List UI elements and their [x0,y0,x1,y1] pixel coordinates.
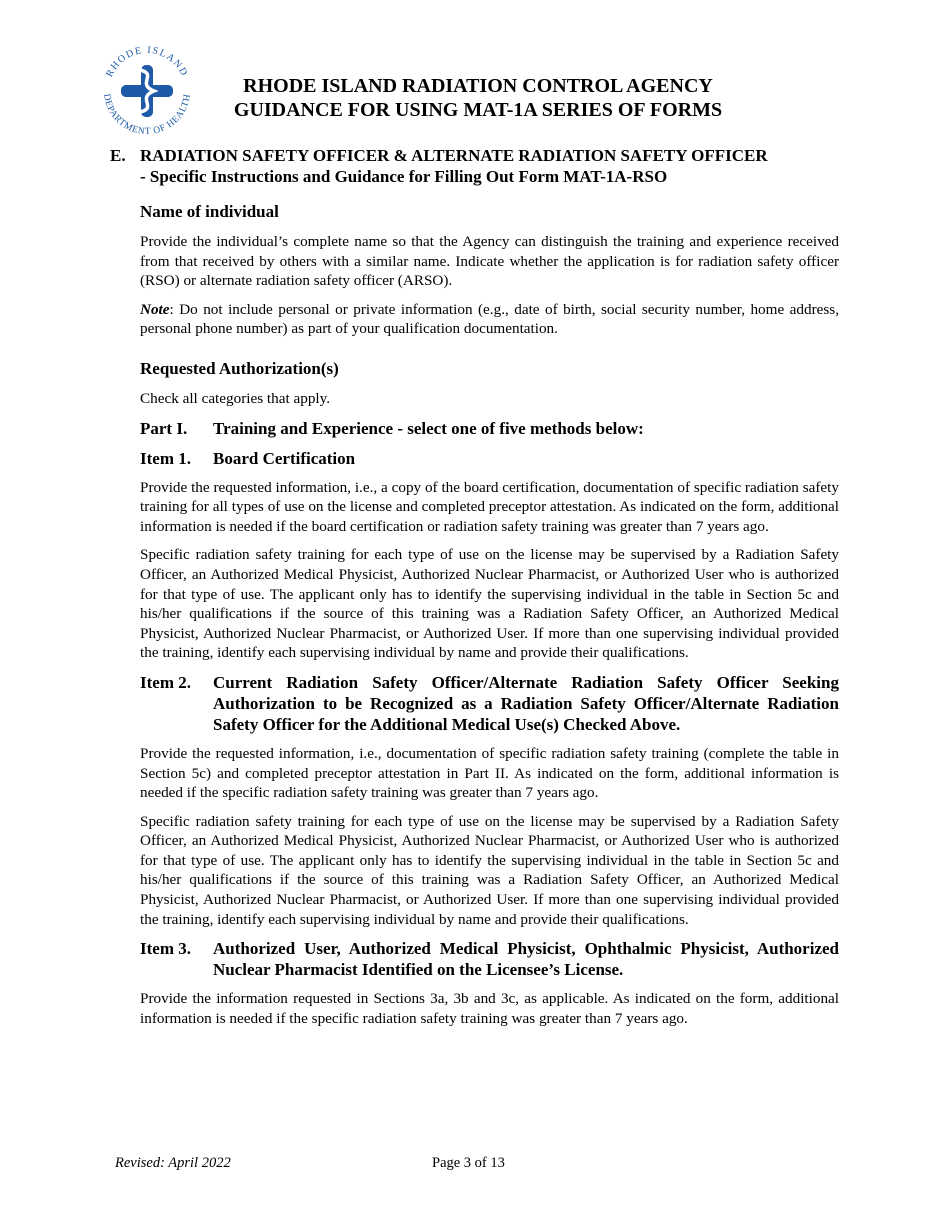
item1-title: Board Certification [213,448,356,468]
part1-title: Training and Experience - select one of five methods below: [213,418,644,438]
svg-text:RHODE ISLAND: RHODE ISLAND [104,44,190,79]
svg-text:DEPARTMENT OF HEALTH: DEPARTMENT OF HEALTH [100,93,194,138]
note-label: Note [140,300,170,318]
header-title-line2: GUIDANCE FOR USING MAT-1A SERIES OF FORMS [233,99,723,121]
item2-paragraph-2: Specific radiation safety training for each type of use on the license may be supervised by a Radiation Safety Officer, an Authorized Medical Physicist, Authorized Nuclear Pharmacist, or Authorized User who is authorized for that type of use. The applicant only has to identify the supervising individual in the table in Section 5c and his/her qualifications if the source of this training was a Radiation Safety Officer, an Authorized Medical Physicist, Authorized Nuclear Pharmacist, or Authorized User. If more than one supervising individual provided the training, identify each supervising individual by name and provide their qualifications. [140,812,839,928]
section-title-line2: - Specific Instructions and Guidance for Filling Out Form MAT-1A-RSO [140,167,668,186]
part1-number: Part I. [140,418,188,438]
name-of-individual-paragraph: Provide the individual’s complete name so that the Agency can distinguish the training and experience received from that received by others with a similar name. Indicate whether the application is for radiation safety officer (RSO) or alternate radiation safety officer (ARSO). [140,233,839,290]
section-title-line1: RADIATION SAFETY OFFICER & ALTERNATE RADIATION SAFETY OFFICER [140,146,768,165]
document-header [198,74,758,122]
note-paragraph [140,300,839,339]
item3-heading [140,938,839,980]
section-letter: E. [110,146,126,165]
ri-department-of-health-seal [96,40,198,142]
section-title [110,145,839,187]
item3-title: Authorized User, Authorized Medical Physicist, Ophthalmic Physicist, Authorized Nuclear Pharmacist Identified on the Licensee’s License. [213,939,839,980]
header-title-line1: RHODE ISLAND RADIATION CONTROL AGENCY [243,75,713,97]
requested-authorization-heading: Requested Authorization(s) [140,358,339,378]
main-content [110,145,839,1037]
footer-page-number: Page 3 of 13 [432,1155,505,1171]
note-text: : Do not include personal or private information (e.g., date of birth, social security number, home address, personal phone number) as part of your qualification documentation. [140,300,839,338]
item2-paragraph-1: Provide the requested information, i.e., documentation of specific radiation safety training (complete the table in Section 5c) and completed preceptor attestation in Part II. As indicated on the form, additional information is needed if the specific radiation safety training was greater than 7 years ago. [140,744,839,802]
item2-number: Item 2. [140,672,191,692]
item3-number: Item 3. [140,939,191,959]
item1-paragraph-1: Provide the requested information, i.e., a copy of the board certification, documentation of specific radiation safety training for all types of use on the license and completed preceptor attestation. As indicated on the form, additional information is needed if the board certification or radiation safety training was greater than 7 years ago. [140,478,839,535]
item3-paragraph-1: Provide the information requested in Sections 3a, 3b and 3c, as applicable. As indicated on the form, additional information is needed if the specific radiation safety training was greater than 7 years ago. [140,990,839,1027]
item1-heading [140,448,839,469]
part1-heading [140,418,839,439]
item1-number: Item 1. [140,448,191,468]
item2-heading [140,672,839,735]
footer-revised-date: Revised: April 2022 [115,1155,231,1171]
item1-paragraph-2: Specific radiation safety training for each type of use on the license may be supervised by a Radiation Safety Officer, an Authorized Medical Physicist, Authorized Nuclear Pharmacist, or Authorized User who is authorized for that type of use. The applicant only has to identify the supervising individual in the table in Section 5c and his/her qualifications if the source of this training was a Radiation Safety Officer, an Authorized Medical Physicist, Authorized Nuclear Pharmacist, or Authorized User. If more than one supervising individual provided the training, identify each supervising individual by name and provide their qualifications. [140,546,839,662]
name-of-individual-heading: Name of individual [140,202,279,221]
requested-authorization-paragraph: Check all categories that apply. [140,389,331,407]
item2-title: Current Radiation Safety Officer/Alternate Radiation Safety Officer Seeking Authorization to be Recognized as a Radiation Safety Officer/Alternate Radiation Safety Officer for the Additional Medical Use(s) Checked Above. [213,672,839,734]
